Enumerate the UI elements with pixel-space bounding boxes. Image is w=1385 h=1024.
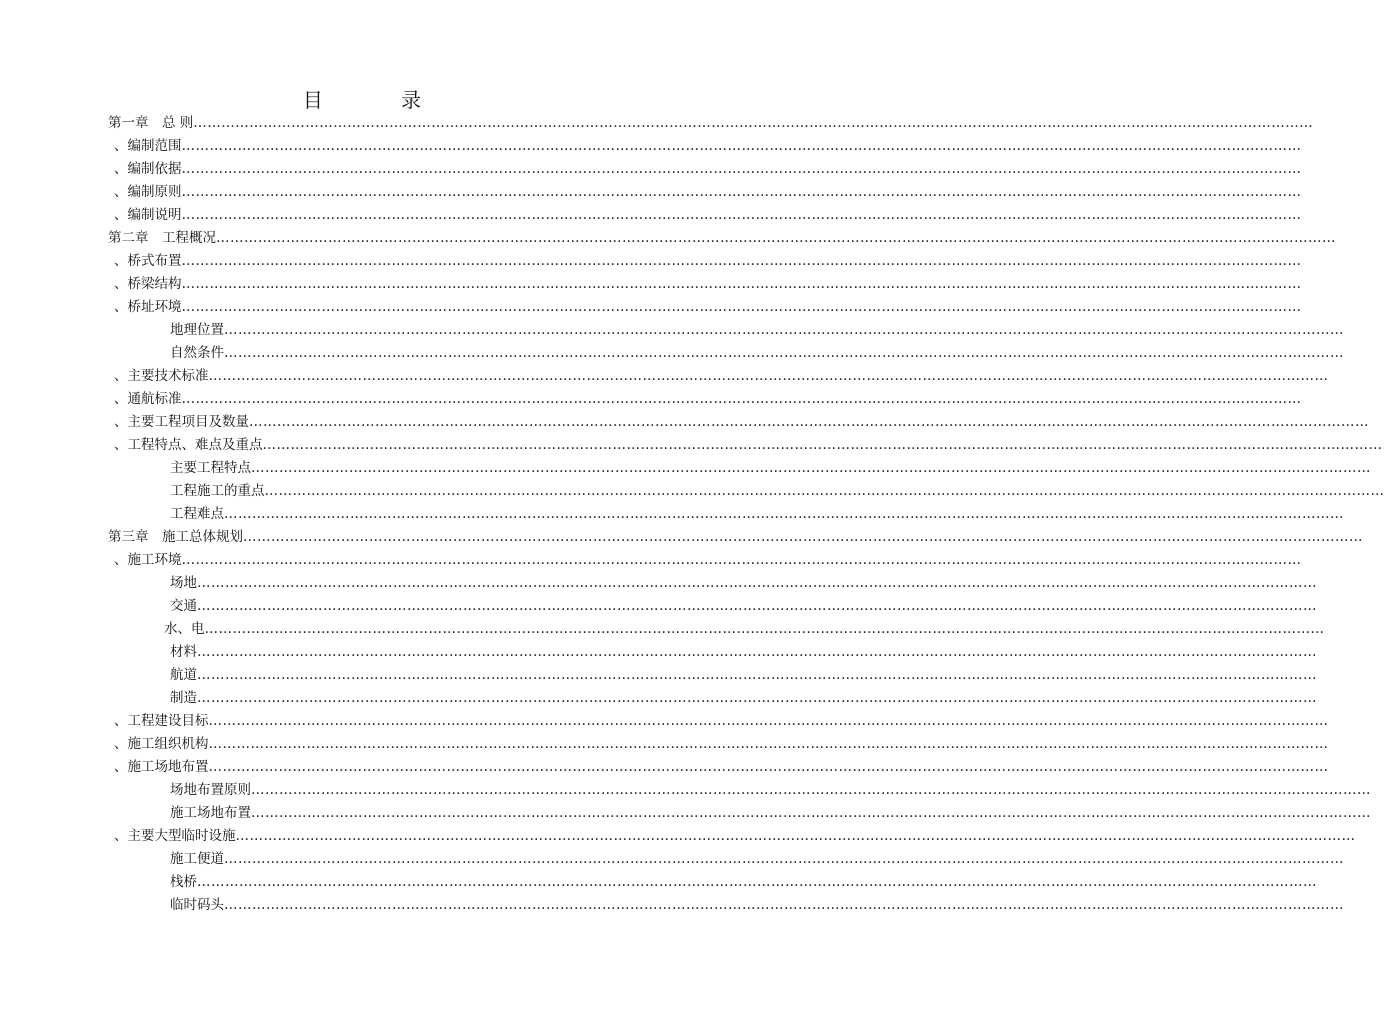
toc-entry-label: 、桥式布置: [114, 253, 182, 269]
toc-entry-label: 、桥梁结构: [114, 276, 182, 292]
toc-leader-dots: ……………………………………………………………………………………………………………………………………………………………………………………………………………………: [181, 184, 1302, 200]
toc-entry[interactable]: [170, 687, 1317, 710]
toc-leader-dots: ……………………………………………………………………………………………………………………………………………………………………………………………………………………: [243, 529, 1363, 545]
toc-entry-label: 、编制依据: [114, 161, 182, 177]
toc-leader-dots: ……………………………………………………………………………………………………………………………………………………………………………………………………………………: [224, 345, 1344, 361]
toc-entry[interactable]: [114, 756, 1329, 779]
toc-leader-dots: ……………………………………………………………………………………………………………………………………………………………………………………………………………………: [208, 368, 1329, 384]
toc-entry[interactable]: [114, 204, 1302, 227]
toc-entry[interactable]: [114, 825, 1356, 848]
toc-entry-label: 工程难点: [170, 506, 224, 522]
toc-entry[interactable]: [114, 273, 1302, 296]
toc-leader-dots: ……………………………………………………………………………………………………………………………………………………………………………………………………………………: [181, 299, 1302, 315]
toc-leader-dots: ……………………………………………………………………………………………………………………………………………………………………………………………………………………: [181, 161, 1302, 177]
toc-leader-dots: ……………………………………………………………………………………………………………………………………………………………………………………………………………………: [208, 759, 1329, 775]
toc-leader-dots: ……………………………………………………………………………………………………………………………………………………………………………………………………………………: [181, 253, 1302, 269]
toc-entry[interactable]: [164, 618, 1325, 641]
toc-entry-label: 水、电: [164, 621, 205, 637]
toc-entry-label: 第二章 工程概况: [108, 230, 216, 246]
toc-entry[interactable]: [114, 388, 1302, 411]
toc-entry[interactable]: [170, 457, 1371, 480]
toc-entry[interactable]: [114, 411, 1369, 434]
toc-entry[interactable]: [114, 296, 1302, 319]
toc-leader-dots: ……………………………………………………………………………………………………………………………………………………………………………………………………………………: [251, 805, 1371, 821]
toc-entry[interactable]: [170, 595, 1317, 618]
toc-entry-label: 制造: [170, 690, 197, 706]
toc-leader-dots: ……………………………………………………………………………………………………………………………………………………………………………………………………………………: [224, 506, 1344, 522]
toc-entry[interactable]: [170, 871, 1317, 894]
toc-entry[interactable]: [170, 779, 1371, 802]
toc-entry-label: 航道: [170, 667, 197, 683]
toc-entry[interactable]: [170, 572, 1317, 595]
toc-leader-dots: ……………………………………………………………………………………………………………………………………………………………………………………………………………………: [197, 874, 1317, 890]
toc-entry-label: 、编制说明: [114, 207, 182, 223]
toc-leader-dots: ……………………………………………………………………………………………………………………………………………………………………………………………………………………: [197, 575, 1317, 591]
toc-entry-label: 材料: [170, 644, 197, 660]
toc-leader-dots: ……………………………………………………………………………………………………………………………………………………………………………………………………………………: [235, 828, 1356, 844]
toc-leader-dots: ……………………………………………………………………………………………………………………………………………………………………………………………………………………: [224, 897, 1344, 913]
toc-entry-label: 施工场地布置: [170, 805, 251, 821]
toc-title: 目 录: [302, 88, 458, 112]
toc-entry-label: 场地布置原则: [170, 782, 251, 798]
toc-leader-dots: ……………………………………………………………………………………………………………………………………………………………………………………………………………………: [181, 207, 1302, 223]
toc-leader-dots: ……………………………………………………………………………………………………………………………………………………………………………………………………………………: [193, 115, 1314, 131]
toc-entry-label: 、工程建设目标: [114, 713, 209, 729]
toc-entry[interactable]: [114, 710, 1329, 733]
toc-entry[interactable]: [170, 664, 1317, 687]
toc-entry[interactable]: [170, 802, 1371, 825]
toc-entry-label: 、主要技术标准: [114, 368, 209, 384]
toc-entry-label: 、桥址环境: [114, 299, 182, 315]
toc-entry-label: 工程施工的重点: [170, 483, 265, 499]
toc-entry[interactable]: [108, 227, 1336, 250]
toc-entry[interactable]: [170, 503, 1344, 526]
toc-leader-dots: ……………………………………………………………………………………………………………………………………………………………………………………………………………………: [181, 138, 1302, 154]
toc-leader-dots: ……………………………………………………………………………………………………………………………………………………………………………………………………………………: [197, 667, 1317, 683]
toc-entry[interactable]: [114, 250, 1302, 273]
toc-leader-dots: ……………………………………………………………………………………………………………………………………………………………………………………………………………………: [216, 230, 1336, 246]
toc-entry[interactable]: [170, 641, 1317, 664]
toc-leader-dots: ……………………………………………………………………………………………………………………………………………………………………………………………………………………: [181, 276, 1302, 292]
toc-entry-label: 地理位置: [170, 322, 224, 338]
toc-leader-dots: ……………………………………………………………………………………………………………………………………………………………………………………………………………………: [249, 414, 1369, 430]
toc-entry[interactable]: [114, 733, 1329, 756]
toc-leader-dots: ……………………………………………………………………………………………………………………………………………………………………………………………………………………: [197, 598, 1317, 614]
toc-leader-dots: ……………………………………………………………………………………………………………………………………………………………………………………………………………………: [208, 736, 1329, 752]
toc-entry-label: 、通航标准: [114, 391, 182, 407]
toc-entry-label: 、施工环境: [114, 552, 182, 568]
toc-entry-label: 、主要大型临时设施: [114, 828, 236, 844]
toc-leader-dots: ……………………………………………………………………………………………………………………………………………………………………………………………………………………: [251, 460, 1371, 476]
toc-entry-label: 第三章 施工总体规划: [108, 529, 243, 545]
toc-entry[interactable]: [114, 158, 1302, 181]
toc-entry-label: 栈桥: [170, 874, 197, 890]
toc-entry[interactable]: [108, 112, 1314, 135]
toc-entry[interactable]: [114, 549, 1302, 572]
toc-entry-label: 交通: [170, 598, 197, 614]
toc-entry-label: 、工程特点、难点及重点: [114, 437, 263, 453]
toc-entry-label: 场地: [170, 575, 197, 591]
toc-leader-dots: ……………………………………………………………………………………………………………………………………………………………………………………………………………………: [197, 644, 1317, 660]
toc-entry-label: 自然条件: [170, 345, 224, 361]
toc-entry[interactable]: [114, 181, 1302, 204]
toc-entry[interactable]: [170, 342, 1344, 365]
toc-entry-label: 第一章 总 则: [108, 115, 194, 131]
toc-leader-dots: ……………………………………………………………………………………………………………………………………………………………………………………………………………………: [181, 391, 1302, 407]
toc-leader-dots: ……………………………………………………………………………………………………………………………………………………………………………………………………………………: [197, 690, 1317, 706]
toc-entry-label: 、编制范围: [114, 138, 182, 154]
toc-leader-dots: ……………………………………………………………………………………………………………………………………………………………………………………………………………………: [181, 552, 1302, 568]
toc-leader-dots: ……………………………………………………………………………………………………………………………………………………………………………………………………………………: [224, 322, 1344, 338]
toc-entry-label: 临时码头: [170, 897, 224, 913]
toc-entry-label: 、编制原则: [114, 184, 182, 200]
toc-leader-dots: ……………………………………………………………………………………………………………………………………………………………………………………………………………………: [208, 713, 1329, 729]
toc-entry[interactable]: [114, 135, 1302, 158]
toc-entry[interactable]: [108, 526, 1363, 549]
toc-entry-label: 、施工组织机构: [114, 736, 209, 752]
toc-entry[interactable]: [170, 480, 1385, 503]
toc-leader-dots: ……………………………………………………………………………………………………………………………………………………………………………………………………………………: [264, 483, 1385, 499]
toc-leader-dots: ……………………………………………………………………………………………………………………………………………………………………………………………………………………: [262, 437, 1383, 453]
toc-entry[interactable]: [114, 434, 1383, 457]
toc-entry[interactable]: [170, 848, 1344, 871]
toc-entry-label: 、主要工程项目及数量: [114, 414, 249, 430]
toc-entry-label: 、施工场地布置: [114, 759, 209, 775]
toc-leader-dots: ……………………………………………………………………………………………………………………………………………………………………………………………………………………: [251, 782, 1371, 798]
toc-entry[interactable]: [170, 894, 1344, 917]
toc-entry-label: 主要工程特点: [170, 460, 251, 476]
toc-entry[interactable]: [114, 365, 1329, 388]
toc-leader-dots: ……………………………………………………………………………………………………………………………………………………………………………………………………………………: [224, 851, 1344, 867]
toc-leader-dots: ……………………………………………………………………………………………………………………………………………………………………………………………………………………: [204, 621, 1325, 637]
toc-entry-label: 施工便道: [170, 851, 224, 867]
toc-entry[interactable]: [170, 319, 1344, 342]
